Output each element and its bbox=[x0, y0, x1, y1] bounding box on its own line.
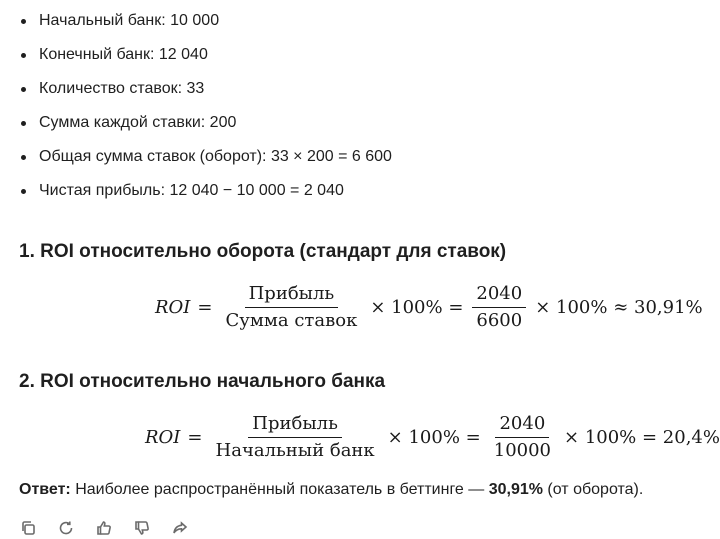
answer-highlight: 30,91% bbox=[488, 481, 543, 498]
list-item bbox=[19, 111, 236, 135]
formula-lhs: ROI bbox=[155, 297, 191, 318]
bullet-dot bbox=[21, 53, 26, 58]
bullet-dot bbox=[21, 19, 26, 24]
formula-multiply: × 100% = bbox=[370, 297, 464, 318]
formula-result: × 100% ≈ 30,91% bbox=[535, 297, 703, 318]
answer-paragraph bbox=[19, 481, 643, 499]
fraction-numerator: 2040 bbox=[495, 414, 549, 438]
share-button[interactable] bbox=[171, 519, 189, 537]
formula-lhs: ROI bbox=[145, 427, 181, 448]
fraction-values bbox=[490, 414, 555, 461]
copy-icon bbox=[20, 520, 36, 536]
answer-text: Наиболее распространённый показатель в беттинге — bbox=[70, 481, 489, 498]
share-icon bbox=[172, 520, 188, 536]
fraction-denominator: 10000 bbox=[493, 440, 552, 461]
list-item-text: Конечный банк: 12 040 bbox=[39, 46, 208, 63]
section-heading: 2. ROI относительно начального банка bbox=[19, 371, 386, 392]
fraction-profit-over-stakes bbox=[222, 284, 362, 331]
fraction-denominator: Начальный банк bbox=[215, 440, 375, 461]
list-item bbox=[19, 179, 344, 203]
regenerate-icon bbox=[58, 520, 74, 536]
thumbs-down-icon bbox=[134, 520, 150, 536]
copy-button[interactable] bbox=[19, 519, 37, 537]
list-item bbox=[19, 145, 392, 169]
fraction-numerator: Прибыль bbox=[248, 414, 342, 438]
fraction-denominator: 6600 bbox=[476, 310, 523, 331]
roi-bank-formula bbox=[145, 414, 720, 461]
answer-label: Ответ: bbox=[19, 481, 71, 498]
list-item-text: Количество ставок: 33 bbox=[39, 80, 205, 97]
fraction-numerator: 2040 bbox=[472, 284, 526, 308]
message-actions bbox=[19, 519, 189, 539]
list-item bbox=[19, 77, 204, 101]
list-item-text: Общая сумма ставок (оборот): 33 × 200 = 6 600 bbox=[39, 148, 392, 165]
list-item bbox=[19, 9, 219, 33]
fraction-profit-over-bank bbox=[212, 414, 379, 461]
roi-turnover-formula bbox=[155, 284, 703, 331]
list-item-text: Начальный банк: 10 000 bbox=[39, 12, 220, 29]
formula-multiply: × 100% = bbox=[387, 427, 481, 448]
formula-equals: = bbox=[187, 427, 203, 448]
bullet-dot bbox=[21, 155, 26, 160]
fraction-numerator: Прибыль bbox=[245, 284, 339, 308]
fraction-denominator: Сумма ставок bbox=[225, 310, 358, 331]
list-item-text: Чистая прибыль: 12 040 − 10 000 = 2 040 bbox=[39, 182, 344, 199]
thumbs-up-icon bbox=[96, 520, 112, 536]
answer-tail: (от оборота). bbox=[542, 481, 644, 498]
fraction-values bbox=[472, 284, 526, 331]
list-item bbox=[19, 43, 208, 67]
formula-equals: = bbox=[197, 297, 213, 318]
formula-result: × 100% = 20,4% bbox=[564, 427, 720, 448]
bullet-dot bbox=[21, 87, 26, 92]
section-heading: 1. ROI относительно оборота (стандарт для ставок) bbox=[19, 241, 507, 262]
bullet-dot bbox=[21, 189, 26, 194]
regenerate-button[interactable] bbox=[57, 519, 75, 537]
list-item-text: Сумма каждой ставки: 200 bbox=[39, 114, 237, 131]
like-button[interactable] bbox=[95, 519, 113, 537]
bullet-dot bbox=[21, 121, 26, 126]
dislike-button[interactable] bbox=[133, 519, 151, 537]
